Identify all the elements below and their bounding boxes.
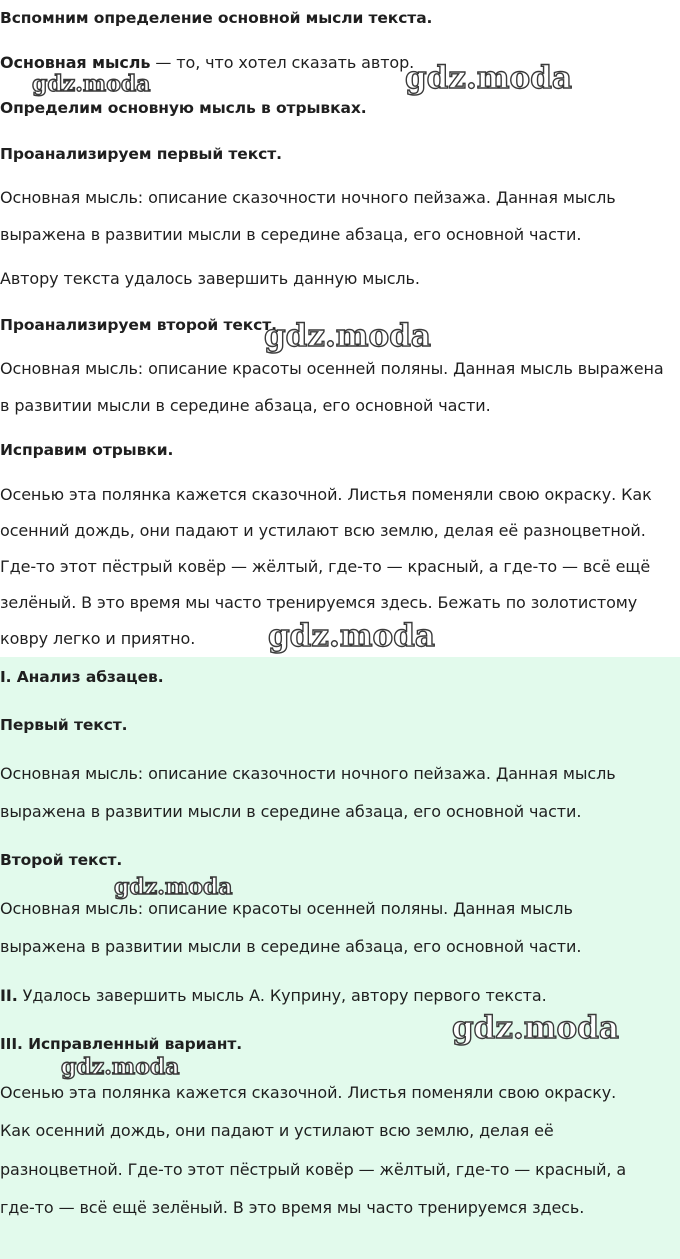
answer-second-heading: Второй текст.: [0, 851, 123, 869]
fix-line-1: Осенью эта полянка кажется сказочной. Листья поменяли свою окраску. Как: [0, 485, 652, 504]
fix-line-3: Где-то этот пёстрый ковёр — жёлтый, где-то — красный, а где-то — всё ещё: [0, 557, 651, 576]
fixed-line-4: где-то — всё ещё зелёный. В это время мы часто тренируемся здесь.: [0, 1198, 585, 1217]
section2-text: Удалось завершить мысль А. Куприну, автору первого текста.: [17, 986, 547, 1005]
watermark: gdz.moda: [32, 71, 151, 97]
first-heading: Проанализируем первый текст.: [0, 145, 282, 163]
watermark: gdz.moda: [405, 60, 572, 96]
first-line-1: Основная мысль: описание сказочности ночного пейзажа. Данная мысль: [0, 188, 616, 207]
second-line-2: в развитии мысли в середине абзаца, его основной части.: [0, 396, 491, 415]
fix-line-4: зелёный. В это время мы часто тренируемся здесь. Бежать по золотистому: [0, 593, 638, 612]
definition-term: Основная мысль: [0, 53, 151, 72]
answer-second-line-1: Основная мысль: описание красоты осенней поляны. Данная мысль: [0, 899, 573, 918]
watermark: gdz.moda: [264, 318, 431, 354]
second-heading: Проанализируем второй текст.: [0, 316, 277, 334]
find-heading: Определим основную мысль в отрывках.: [0, 99, 367, 117]
section3-heading: III. Исправленный вариант.: [0, 1035, 243, 1053]
answer-first-line-1: Основная мысль: описание сказочности ночного пейзажа. Данная мысль: [0, 764, 616, 783]
fix-heading: Исправим отрывки.: [0, 441, 174, 459]
fixed-line-2: Как осенний дождь, они падают и устилают всю землю, делая её: [0, 1121, 554, 1140]
watermark: gdz.moda: [452, 1010, 619, 1046]
watermark: gdz.moda: [61, 1054, 180, 1080]
section2-line: [0, 986, 547, 1006]
watermark: gdz.moda: [114, 874, 233, 900]
section2-num: II.: [0, 986, 18, 1005]
first-note: Автору текста удалось завершить данную мысль.: [0, 269, 420, 288]
fix-line-2: осенний дождь, они падают и устилают всю землю, делая её разноцветной.: [0, 521, 646, 540]
definition-line: [0, 53, 414, 73]
second-line-1: Основная мысль: описание красоты осенней поляны. Данная мысль выражена: [0, 359, 664, 378]
recall-heading: Вспомним определение основной мысли текста.: [0, 9, 433, 27]
fixed-line-3: разноцветной. Где-то этот пёстрый ковёр — жёлтый, где-то — красный, а: [0, 1160, 627, 1179]
section1-heading: I. Анализ абзацев.: [0, 668, 164, 686]
fixed-line-1: Осенью эта полянка кажется сказочной. Листья поменяли свою окраску.: [0, 1083, 617, 1102]
answer-first-heading: Первый текст.: [0, 716, 128, 734]
definition-rest: — то, что хотел сказать автор.: [150, 53, 415, 72]
answer-first-line-2: выражена в развитии мысли в середине абзаца, его основной части.: [0, 802, 582, 821]
answer-second-line-2: выражена в развитии мысли в середине абзаца, его основной части.: [0, 937, 582, 956]
first-line-2: выражена в развитии мысли в середине абзаца, его основной части.: [0, 225, 582, 244]
fix-line-5: ковру легко и приятно.: [0, 629, 196, 648]
watermark: gdz.moda: [268, 618, 435, 654]
